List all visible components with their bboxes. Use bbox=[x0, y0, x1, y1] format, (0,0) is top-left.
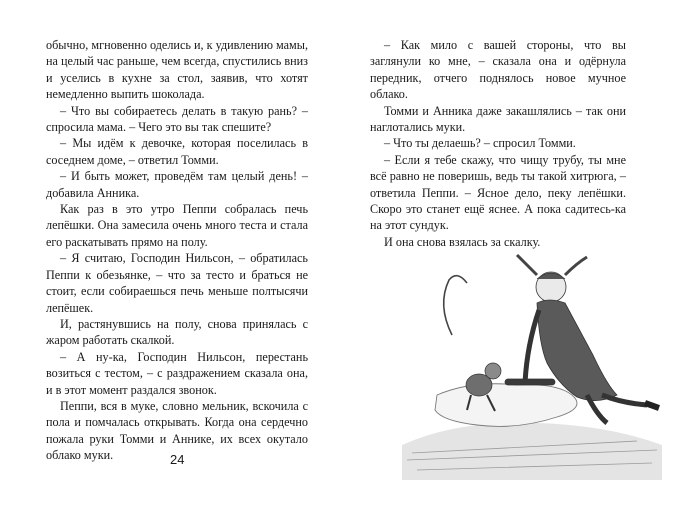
paragraph: – Как мило с вашей стороны, что вы заглянули ко мне, – сказала она и одёрнула передник, отчего поднялось новое мучное облако. bbox=[370, 38, 626, 102]
pippi-rolling-dough-illustration bbox=[397, 245, 667, 480]
paragraph: И, растянувшись на полу, снова принялась с жаром работать скалкой. bbox=[46, 316, 308, 348]
paragraph: обычно, мгновенно оделись и, к удивлению мамы, на целый час раньше, чем всегда, спустились вниз и уселись в кухне за стол, заявив, что хотят немедленно выпить шоколада. bbox=[46, 38, 308, 102]
left-page-text bbox=[46, 37, 308, 464]
paragraph: – Мы идём к девочке, которая поселилась в соседнем доме, – ответил Томми. bbox=[46, 136, 308, 167]
paragraph: Томми и Анника даже закашлялись – так они наглотались муки. bbox=[370, 103, 626, 135]
paragraph: – Что вы собираетесь делать в такую рань? – спросила мама. – Чего это вы так спешите? bbox=[46, 103, 308, 135]
page-number: 24 bbox=[170, 452, 185, 467]
right-page-text bbox=[370, 37, 626, 250]
paragraph: – Что ты делаешь? – спросил Томми. bbox=[384, 136, 576, 151]
paragraph: И она снова взялась за скалку. bbox=[384, 234, 541, 249]
dough-sheet bbox=[435, 384, 577, 427]
paragraph: – Я считаю, Господин Нильсон, – обратилась Пеппи к обезьянке, – что за тесто и браться не стоит, если собираешься печь меньше полтысячи лепёшек. bbox=[46, 251, 308, 315]
paragraph: Как раз в это утро Пеппи собралась печь лепёшки. Она замесила очень много теста и стала его раскатывать прямо на полу. bbox=[46, 202, 308, 249]
paragraph: Пеппи, вся в муке, словно мельник, вскочила с пола и помчалась открывать. Когда она сердечно пожала руки Томми и Аннике, их всех окутало облако муки. bbox=[46, 398, 308, 463]
right-page bbox=[337, 0, 674, 506]
paragraph: – И быть может, проведём там целый день! – добавила Анника. bbox=[46, 169, 308, 200]
paragraph: – Если я тебе скажу, что чищу трубу, ты мне всё равно не поверишь, ведь ты такой хитрюга, – ответила Пеппи. – Ясное дело, пеку лепёшки. Скоро это станет ещё яснее. А пока садитесь-ка на этот сундук. bbox=[370, 152, 626, 233]
paragraph: – А ну-ка, Господин Нильсон, перестань возиться с тестом, – с раздражением сказала она, и в этот момент раздался звонок. bbox=[46, 349, 308, 397]
